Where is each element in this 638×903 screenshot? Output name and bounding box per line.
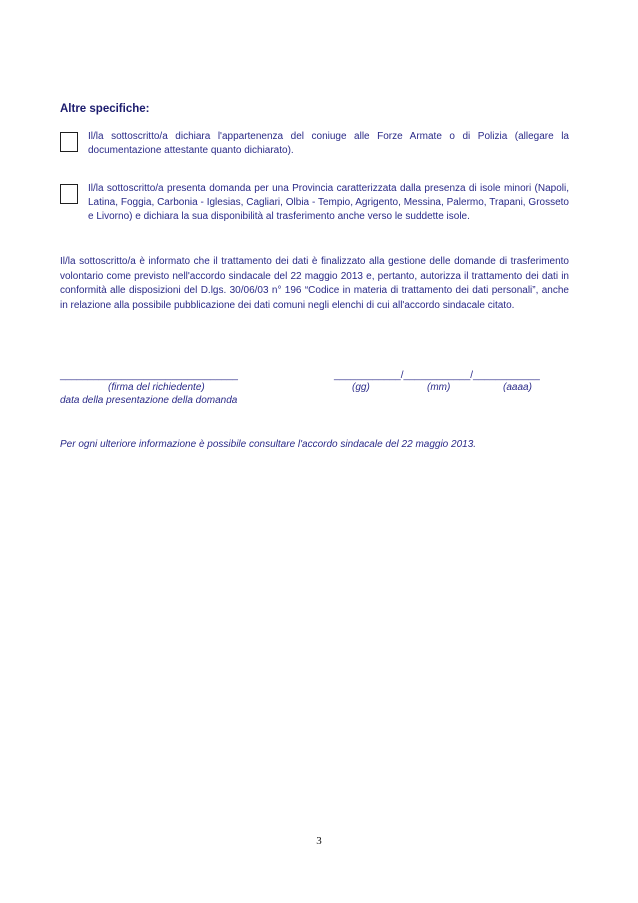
date-caption: data della presentazione della domanda <box>60 395 238 406</box>
option-spouse-armed-forces <box>60 130 580 162</box>
page-number: 3 <box>316 835 322 847</box>
section-heading: Altre specifiche: <box>60 103 150 115</box>
date-year-label: (aaaa) <box>503 382 532 393</box>
checkbox-spouse-armed-forces[interactable] <box>60 132 78 152</box>
option-minor-islands <box>60 182 580 242</box>
privacy-paragraph: Il/la sottoscritto/a è informato che il trattamento dei dati è finalizzato alla gestione delle domande di trasferimento volontario come previsto nell'accordo sindacale del 22 maggio 2013 e, pertanto, autorizza il trattamento dei dati in conformità alle disposizioni del D.lgs. 30/06/03 n° 196 “Codice in materia di trattamento dei dati personali”, anche in relazione alla possibile pubblicazione dei dati comuni negli elenchi di cui all'accordo sindacale citato. <box>60 256 569 311</box>
footer-info: Per ogni ulteriore informazione è possibile consultare l'accordo sindacale del 22 maggio 2013. <box>60 439 477 450</box>
checkbox-minor-islands[interactable] <box>60 184 78 204</box>
date-month-label: (mm) <box>427 382 451 393</box>
date-line: ____________/____________/____________ <box>334 370 540 381</box>
date-day-label: (gg) <box>352 382 370 393</box>
option-text: Il/la sottoscritto/a dichiara l'appartenenza del coniuge alle Forze Armate o di Polizia (allegare la documentazione attestante quanto dichiarato). <box>88 131 569 156</box>
option-text: Il/la sottoscritto/a presenta domanda per una Provincia caratterizzata dalla presenza di isole minori (Napoli, Latina, Foggia, Carbonia - Iglesias, Cagliari, Olbia - Tempio, Agrigento, Messina, Palermo, Trapani, Grosseto e Livorno) e dichiara la sua disponibilità al trasferimento anche verso le suddette isole. <box>88 183 569 222</box>
signature-label: (firma del richiedente) <box>108 382 205 393</box>
signature-line: ________________________________ <box>60 370 238 381</box>
